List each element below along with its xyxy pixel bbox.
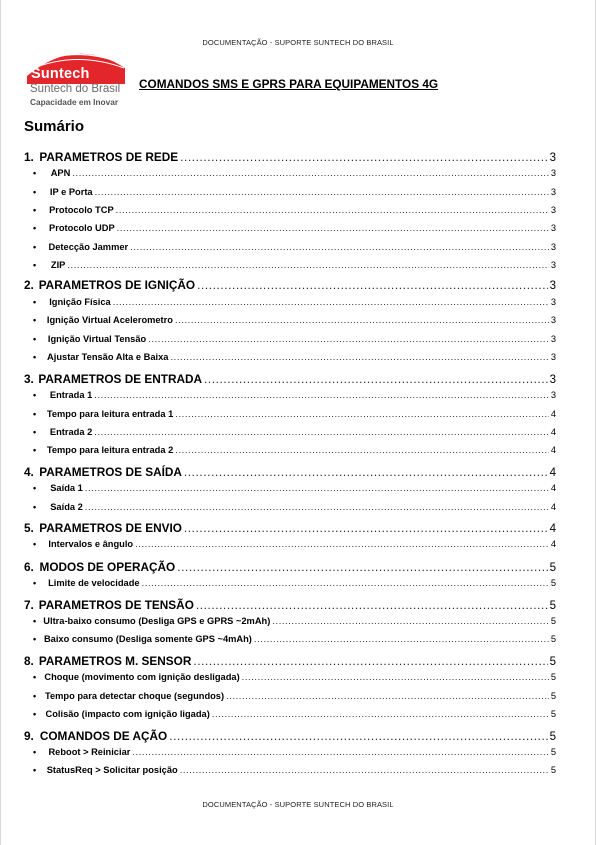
toc-page-number: 4 — [550, 427, 556, 437]
toc-subsection-row[interactable] — [24, 223, 556, 233]
toc-entry-label: Baixo consumo (Desliga somente GPS ~4mAh) — [43, 634, 252, 644]
toc-entry-label: Colisão (impacto com ignição ligada) — [45, 709, 210, 719]
bullet-icon: • — [33, 709, 37, 719]
toc-section-row[interactable] — [24, 598, 556, 612]
toc-page-number: 5 — [550, 634, 556, 644]
toc-page-number: 5 — [549, 656, 556, 668]
toc-section-number: 8. — [24, 654, 34, 668]
toc-page-number: 5 — [550, 616, 556, 626]
bullet-icon: • — [33, 168, 37, 178]
toc-subsection-row[interactable] — [24, 765, 556, 775]
toc-section-row[interactable] — [24, 372, 556, 386]
toc-entry-label: PARAMETROS DE IGNIÇÃO — [38, 278, 196, 292]
toc-page-number: 4 — [550, 445, 556, 455]
toc-entry-label: Detecção Jammer — [48, 242, 129, 252]
bullet-icon: • — [33, 187, 37, 197]
toc-dot-leader — [117, 223, 549, 233]
toc-dot-leader — [95, 187, 549, 197]
toc-dot-leader — [116, 205, 549, 215]
toc-section-number: 6. — [24, 560, 34, 574]
toc-dot-leader — [204, 372, 548, 386]
toc-subsection-row[interactable] — [24, 242, 556, 252]
toc-entry-label: PARAMETROS DE TENSÃO — [38, 598, 194, 612]
toc-section-number: 3. — [24, 372, 34, 386]
toc-dot-leader — [113, 297, 549, 307]
toc-subsection-row[interactable] — [24, 634, 556, 644]
toc-page-number: 5 — [549, 562, 556, 574]
toc-dot-leader — [142, 578, 549, 588]
toc-subsection-row[interactable] — [24, 352, 556, 362]
document-title: COMANDOS SMS E GPRS PARA EQUIPAMENTOS 4G — [139, 77, 439, 91]
toc-subsection-row[interactable] — [24, 709, 556, 719]
toc-subsection-row[interactable] — [24, 260, 556, 270]
toc-section-row[interactable] — [24, 654, 556, 668]
toc-page-number: 4 — [549, 523, 556, 535]
toc-subsection-row[interactable] — [24, 205, 556, 215]
toc-subsection-row[interactable] — [24, 672, 556, 682]
toc-entry-label: PARAMETROS DE ENTRADA — [38, 372, 203, 386]
toc-dot-leader — [184, 465, 548, 479]
toc-section-number: 5. — [24, 521, 34, 535]
toc-subsection-row[interactable] — [24, 334, 556, 344]
bullet-icon: • — [33, 578, 37, 588]
toc-entry-label: Ajustar Tensão Alta e Baixa — [47, 352, 169, 362]
toc-dot-leader — [175, 445, 549, 455]
toc-dot-leader — [170, 352, 548, 362]
suntech-logo — [25, 46, 129, 108]
toc-section-number: 2. — [24, 278, 34, 292]
toc-heading: Sumário — [24, 118, 85, 135]
toc-page-number: 3 — [550, 352, 556, 362]
toc-entry-label: Intervalos e ângulo — [48, 539, 134, 549]
toc-entry-label: PARAMETROS DE SAÍDA — [39, 465, 182, 479]
toc-subsection-row[interactable] — [24, 315, 556, 325]
bullet-icon: • — [33, 672, 37, 682]
page-header: DOCUMENTAÇÃO - SUPORTE SUNTECH DO BRASIL — [202, 38, 394, 47]
toc-section-row[interactable] — [24, 560, 556, 574]
toc-entry-label: APN — [50, 168, 71, 178]
toc-section-number: 7. — [24, 598, 34, 612]
toc-dot-leader — [197, 278, 547, 292]
page-edge-left — [0, 0, 1, 845]
toc-entry-label: Ignição Virtual Acelerometro — [46, 315, 173, 325]
toc-entry-label: PARAMETROS DE ENVIO — [39, 521, 182, 535]
toc-page-number: 5 — [549, 600, 556, 612]
logo-tagline: Capacidade em Inovar — [30, 97, 119, 107]
toc-page-number: 3 — [550, 334, 556, 344]
toc-dot-leader — [242, 672, 549, 682]
toc-entry-label: Limite de velocidade — [48, 578, 140, 588]
toc-entry-label: IP e Porta — [49, 187, 93, 197]
toc-subsection-row[interactable] — [24, 691, 556, 701]
bullet-icon: • — [33, 223, 37, 233]
toc-section-row[interactable] — [24, 729, 556, 743]
toc-page-number: 5 — [549, 731, 556, 743]
bullet-icon: • — [33, 483, 37, 493]
toc-entry-label: PARAMETROS M. SENSOR — [38, 654, 192, 668]
bullet-icon: • — [33, 634, 37, 644]
toc-section-number: 9. — [24, 729, 34, 743]
toc-subsection-row[interactable] — [24, 427, 556, 437]
toc-page-number: 3 — [550, 297, 556, 307]
toc-section-row[interactable] — [24, 465, 556, 479]
toc-page-number: 5 — [550, 765, 556, 775]
toc-dot-leader — [67, 260, 548, 270]
bullet-icon: • — [33, 297, 37, 307]
bullet-icon: • — [33, 334, 37, 344]
toc-dot-leader — [177, 560, 547, 574]
toc-page-number: 5 — [550, 709, 556, 719]
toc-entry-label: Choque (movimento com ignição desligada) — [44, 672, 240, 682]
toc-dot-leader — [135, 539, 549, 549]
toc-page-number: 3 — [550, 315, 556, 325]
toc-section-row[interactable] — [24, 278, 556, 292]
bullet-icon: • — [33, 390, 37, 400]
toc-dot-leader — [226, 691, 549, 701]
toc-page-number: 3 — [550, 168, 556, 178]
bullet-icon: • — [33, 691, 37, 701]
bullet-icon: • — [33, 260, 37, 270]
page-footer: DOCUMENTAÇÃO - SUPORTE SUNTECH DO BRASIL — [202, 800, 394, 809]
toc-section-row[interactable] — [24, 521, 556, 535]
toc-subsection-row[interactable] — [24, 616, 556, 626]
bullet-icon: • — [33, 409, 37, 419]
toc-entry-label: Tempo para leitura entrada 2 — [46, 445, 174, 455]
bullet-icon: • — [33, 747, 37, 757]
toc-dot-leader — [130, 242, 549, 252]
toc-entry-label: ZIP — [50, 260, 66, 270]
toc-entry-label: Saída 1 — [50, 483, 83, 493]
toc-dot-leader — [212, 709, 549, 719]
bullet-icon: • — [33, 205, 37, 215]
toc-entry-label: PARAMETROS DE REDE — [39, 150, 179, 164]
toc-page-number: 4 — [550, 539, 556, 549]
toc-entry-label: Ignição Física — [49, 297, 111, 307]
toc-dot-leader — [169, 729, 547, 743]
toc-page-number: 5 — [550, 691, 556, 701]
toc-dot-leader — [72, 168, 548, 178]
toc-page-number: 3 — [549, 152, 556, 164]
toc-dot-leader — [132, 747, 548, 757]
toc-entry-label: Tempo para detectar choque (segundos) — [44, 691, 225, 701]
bullet-icon: • — [33, 502, 37, 512]
toc-dot-leader — [184, 521, 548, 535]
toc-subsection-row[interactable] — [24, 483, 556, 493]
toc-page-number: 5 — [550, 672, 556, 682]
bullet-icon: • — [33, 616, 37, 626]
toc-dot-leader — [193, 654, 547, 668]
toc-entry-label: StatusReq > Solicitar posição — [46, 765, 178, 775]
toc-subsection-row[interactable] — [24, 409, 556, 419]
toc-dot-leader — [272, 616, 549, 626]
toc-dot-leader — [180, 150, 547, 164]
toc-subsection-row[interactable] — [24, 502, 556, 512]
toc-entry-label: Saída 2 — [50, 502, 83, 512]
toc-entry-label: Tempo para leitura entrada 1 — [46, 409, 174, 419]
toc-page-number: 3 — [550, 205, 556, 215]
toc-subsection-row[interactable] — [24, 390, 556, 400]
toc-dot-leader — [85, 502, 549, 512]
toc-page-number: 3 — [549, 374, 556, 386]
toc-dot-leader — [85, 483, 549, 493]
toc-page-number: 4 — [550, 502, 556, 512]
toc-dot-leader — [148, 334, 549, 344]
toc-page-number: 4 — [549, 467, 556, 479]
bullet-icon: • — [33, 445, 37, 455]
toc-dot-leader — [94, 427, 549, 437]
toc-entry-label: Protocolo TCP — [49, 205, 114, 215]
toc-entry-label: Ultra-baixo consumo (Desliga GPS e GPRS ~2mAh) — [43, 616, 271, 626]
toc-entry-label: Ignição Virtual Tensão — [47, 334, 147, 344]
toc-subsection-row[interactable] — [24, 539, 556, 549]
toc-subsection-row[interactable] — [24, 297, 556, 307]
bullet-icon: • — [33, 427, 37, 437]
toc-page-number: 3 — [550, 390, 556, 400]
toc-section-row[interactable] — [24, 150, 556, 164]
toc-subsection-row[interactable] — [24, 445, 556, 455]
logo-brand: Suntech — [31, 66, 90, 82]
toc-dot-leader — [180, 765, 549, 775]
toc-entry-label: MODOS DE OPERAÇÃO — [39, 560, 176, 574]
toc-page-number: 4 — [550, 483, 556, 493]
toc-dot-leader — [175, 315, 549, 325]
toc-entry-label: Entrada 1 — [49, 390, 93, 400]
toc-subsection-row[interactable] — [24, 747, 556, 757]
toc-page-number: 3 — [550, 242, 556, 252]
toc-page-number: 5 — [550, 578, 556, 588]
bullet-icon: • — [33, 315, 37, 325]
toc-section-number: 4. — [24, 465, 34, 479]
bullet-icon: • — [33, 539, 37, 549]
toc-dot-leader — [94, 390, 549, 400]
toc-entry-label: Reboot > Reiniciar — [48, 747, 131, 757]
bullet-icon: • — [33, 242, 37, 252]
toc-page-number: 4 — [550, 409, 556, 419]
logo-subtitle: Suntech do Brasil — [30, 83, 121, 95]
bullet-icon: • — [33, 765, 37, 775]
toc-dot-leader — [196, 598, 548, 612]
toc-page-number: 3 — [550, 260, 556, 270]
toc-page-number: 3 — [549, 280, 556, 292]
toc-section-number: 1. — [24, 150, 34, 164]
toc-page-number: 5 — [550, 747, 556, 757]
toc-subsection-row[interactable] — [24, 187, 556, 197]
bullet-icon: • — [33, 352, 37, 362]
toc-entry-label: Entrada 2 — [49, 427, 93, 437]
toc-page-number: 3 — [550, 223, 556, 233]
toc-dot-leader — [254, 634, 549, 644]
toc-subsection-row[interactable] — [24, 578, 556, 588]
toc-page-number: 3 — [550, 187, 556, 197]
toc-entry-label: COMANDOS DE AÇÃO — [39, 729, 168, 743]
toc-dot-leader — [175, 409, 549, 419]
toc-entry-label: Protocolo UDP — [49, 223, 115, 233]
toc-subsection-row[interactable] — [24, 168, 556, 178]
